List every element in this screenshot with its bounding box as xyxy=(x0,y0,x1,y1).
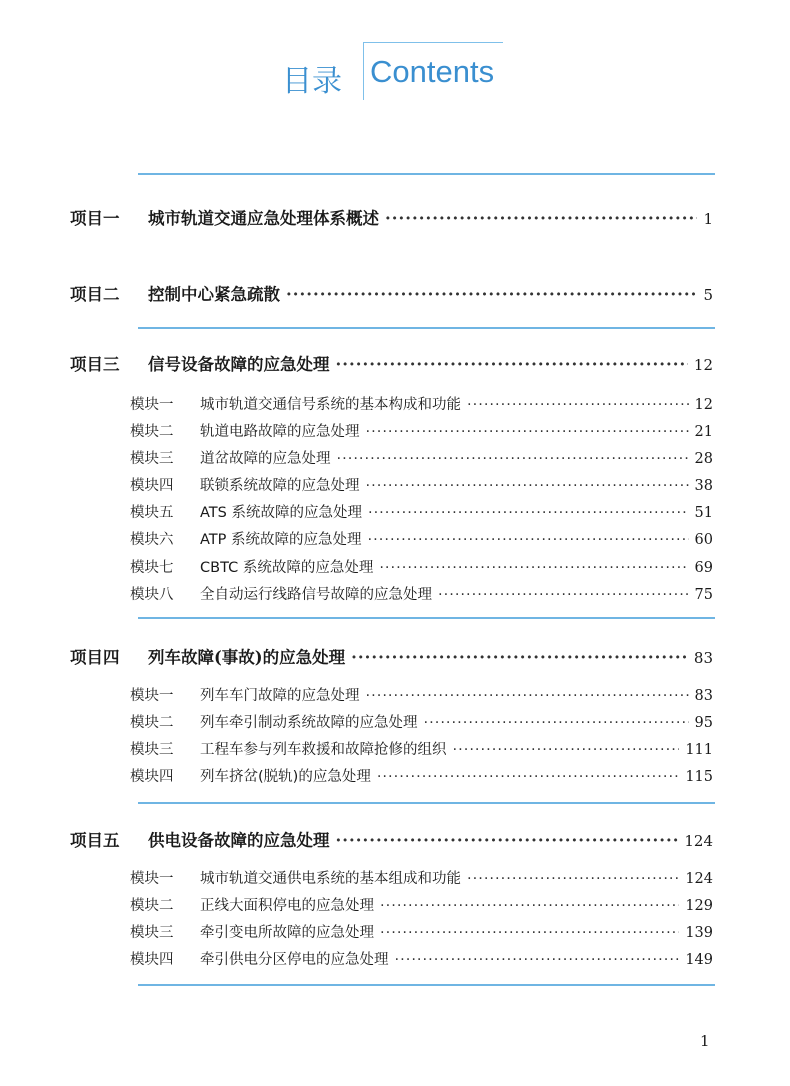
module-title: 牵引供电分区停电的应急处理 xyxy=(200,952,389,968)
section-rule xyxy=(138,984,715,986)
toc-module[interactable] xyxy=(130,738,713,759)
toc-module[interactable] xyxy=(130,948,713,969)
dot-leader xyxy=(366,478,689,494)
project-label: 项目三 xyxy=(70,355,120,374)
project-label: 项目五 xyxy=(70,831,120,850)
toc-module[interactable] xyxy=(130,528,713,549)
page-number: 83 xyxy=(694,688,713,704)
toc-project-3[interactable] xyxy=(70,351,713,375)
section-rule xyxy=(138,173,715,175)
page-number: 149 xyxy=(685,952,713,968)
toc-module[interactable] xyxy=(130,711,713,732)
page-number: 51 xyxy=(694,505,713,521)
title-frame-top xyxy=(363,42,503,43)
page-number: 95 xyxy=(694,715,713,731)
toc-module[interactable] xyxy=(130,420,713,441)
toc-module[interactable] xyxy=(130,765,713,786)
module-title: 道岔故障的应急处理 xyxy=(200,451,331,467)
project-label: 项目二 xyxy=(70,285,120,304)
project-title: 信号设备故障的应急处理 xyxy=(148,355,330,374)
toc-module[interactable] xyxy=(130,684,713,705)
module-label: 模块四 xyxy=(130,478,174,494)
project-title: 控制中心紧急疏散 xyxy=(148,285,280,304)
dot-leader xyxy=(438,587,689,603)
module-title: ATS 系统故障的应急处理 xyxy=(200,505,362,521)
title-chinese: 目录 xyxy=(282,64,342,99)
toc-module[interactable] xyxy=(130,393,713,414)
module-title: 联锁系统故障的应急处理 xyxy=(200,478,360,494)
toc-project-2[interactable] xyxy=(70,281,713,305)
page-number: 5 xyxy=(703,286,713,304)
project-title: 供电设备故障的应急处理 xyxy=(148,831,330,850)
dot-leader xyxy=(336,831,679,850)
dot-leader xyxy=(395,952,680,968)
toc-module[interactable] xyxy=(130,501,713,522)
project-label: 项目一 xyxy=(70,209,120,228)
module-title: 城市轨道交通信号系统的基本构成和功能 xyxy=(200,397,461,413)
section-rule xyxy=(138,617,715,619)
page-number: 28 xyxy=(694,451,713,467)
toc-module[interactable] xyxy=(130,474,713,495)
dot-leader xyxy=(380,925,679,941)
module-label: 模块五 xyxy=(130,505,174,521)
module-label: 模块四 xyxy=(130,952,174,968)
page-number: 75 xyxy=(694,587,713,603)
module-title: ATP 系统故障的应急处理 xyxy=(200,532,362,548)
toc-module[interactable] xyxy=(130,921,713,942)
dot-leader xyxy=(336,355,688,374)
page-number: 38 xyxy=(694,478,713,494)
dot-leader xyxy=(368,505,689,521)
dot-leader xyxy=(286,285,697,304)
toc-module[interactable] xyxy=(130,556,713,577)
section-rule xyxy=(138,802,715,804)
module-label: 模块二 xyxy=(130,715,174,731)
module-label: 模块一 xyxy=(130,871,174,887)
module-label: 模块三 xyxy=(130,451,174,467)
toc-project-4[interactable] xyxy=(70,644,713,668)
page-number: 124 xyxy=(684,832,713,850)
project-title: 列车故障(事故)的应急处理 xyxy=(148,648,346,667)
page-number: 12 xyxy=(693,356,713,374)
toc-project-5[interactable] xyxy=(70,827,713,851)
module-label: 模块六 xyxy=(130,532,174,548)
module-label: 模块一 xyxy=(130,397,174,413)
page-number: 139 xyxy=(685,925,713,941)
module-title: 轨道电路故障的应急处理 xyxy=(200,424,360,440)
dot-leader xyxy=(467,871,679,887)
module-title: 列车挤岔(脱轨)的应急处理 xyxy=(200,769,371,785)
dot-leader xyxy=(453,742,680,758)
dot-leader xyxy=(380,898,679,914)
project-title: 城市轨道交通应急处理体系概述 xyxy=(148,209,379,228)
module-title: 牵引变电所故障的应急处理 xyxy=(200,925,374,941)
footer-page-number: 1 xyxy=(700,1032,710,1050)
toc-header xyxy=(0,40,790,110)
module-title: 全自动运行线路信号故障的应急处理 xyxy=(200,587,432,603)
section-rule xyxy=(138,327,715,329)
dot-leader xyxy=(379,560,688,576)
project-label: 项目四 xyxy=(70,648,120,667)
page-number: 60 xyxy=(694,532,713,548)
toc-module[interactable] xyxy=(130,583,713,604)
dot-leader xyxy=(385,209,697,228)
page-number: 1 xyxy=(703,210,713,228)
module-title: CBTC 系统故障的应急处理 xyxy=(200,560,374,576)
module-label: 模块七 xyxy=(130,560,174,576)
module-label: 模块二 xyxy=(130,424,174,440)
module-label: 模块三 xyxy=(130,742,174,758)
page-number: 21 xyxy=(694,424,713,440)
module-label: 模块一 xyxy=(130,688,174,704)
module-title: 工程车参与列车救援和故障抢修的组织 xyxy=(200,742,447,758)
page-number: 69 xyxy=(694,560,713,576)
dot-leader xyxy=(351,648,688,667)
page-number: 129 xyxy=(685,898,713,914)
title-english: Contents xyxy=(370,54,495,89)
module-label: 模块八 xyxy=(130,587,174,603)
page-number: 111 xyxy=(685,742,713,758)
module-title: 城市轨道交通供电系统的基本组成和功能 xyxy=(200,871,461,887)
dot-leader xyxy=(366,424,689,440)
page-number: 12 xyxy=(694,397,713,413)
module-label: 模块四 xyxy=(130,769,174,785)
dot-leader xyxy=(377,769,679,785)
page-number: 124 xyxy=(685,871,713,887)
page-number: 115 xyxy=(685,769,713,785)
dot-leader xyxy=(368,532,689,548)
toc-module[interactable] xyxy=(130,447,713,468)
toc-project-1[interactable] xyxy=(70,205,713,229)
module-label: 模块二 xyxy=(130,898,174,914)
page-number: 83 xyxy=(693,649,713,667)
toc-module[interactable] xyxy=(130,894,713,915)
dot-leader xyxy=(366,688,689,704)
module-title: 列车车门故障的应急处理 xyxy=(200,688,360,704)
module-label: 模块三 xyxy=(130,925,174,941)
toc-module[interactable] xyxy=(130,867,713,888)
module-title: 正线大面积停电的应急处理 xyxy=(200,898,374,914)
dot-leader xyxy=(337,451,689,467)
module-title: 列车牵引制动系统故障的应急处理 xyxy=(200,715,418,731)
title-divider xyxy=(363,42,364,100)
dot-leader xyxy=(467,397,689,413)
dot-leader xyxy=(424,715,689,731)
